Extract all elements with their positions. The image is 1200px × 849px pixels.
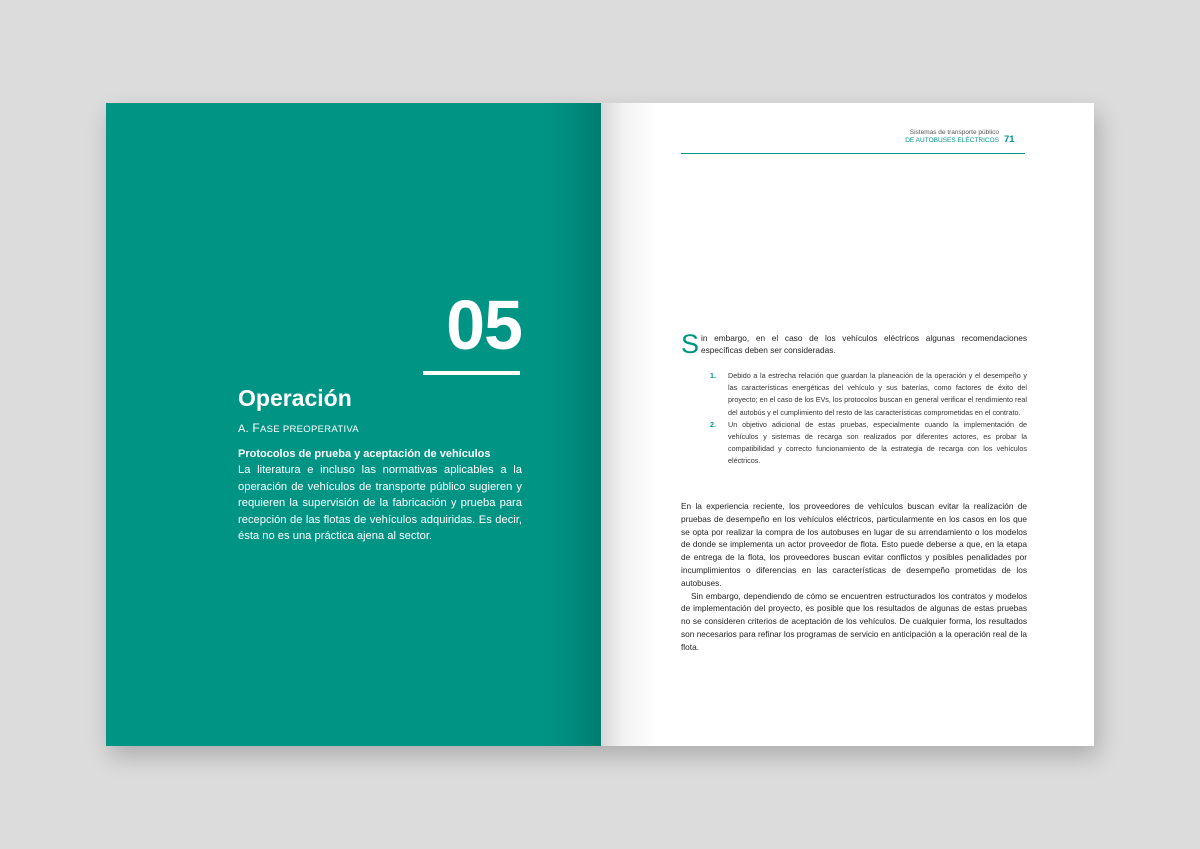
intro-text: in embargo, en el caso de los vehículos eléctricos algunas recomendaciones específicas deben ser consideradas. [701, 333, 1027, 355]
sub-heading: Protocolos de prueba y aceptación de vehículos [238, 448, 491, 460]
list-number: 2. [710, 419, 716, 429]
right-body-text [681, 500, 1027, 654]
chapter-rule [423, 371, 520, 375]
header-rule [681, 153, 1025, 154]
list-number: 1. [710, 371, 716, 380]
book-spread [106, 103, 1094, 746]
body-paragraph: Sin embargo, dependiendo de cómo se encuentren estructurados los contratos y modelos de implementación del proyecto, es posible que los resultados de algunas de estas pruebas no se consideren criterios de aceptación de los vehículos. De cualquier forma, los resultados son necesarios para refinar los programas de servicio en anticipación a la operación real de la flota. [681, 590, 1027, 652]
left-body-text: La literatura e incluso las normativas aplicables a la operación de vehículos de transporte público sugieren y requieren la supervisión de la fabricación y prueba para recepción de las flotas de vehículos adquiridas. Es decir, ésta no es una práctica ajena al sector. [238, 464, 522, 542]
section-title: ASE PREOPERATIVA [260, 424, 359, 435]
running-head-title: Sistemas de transporte público [909, 129, 999, 136]
chapter-title: Operación [238, 385, 352, 411]
right-page [601, 103, 1094, 746]
body-paragraph: En la experiencia reciente, los proveedores de vehículos buscan evitar la realización de pruebas de desempeño en los vehículos eléctricos, particularmente en los casos en los que se opta por realizar la compra de los autobuses en lugar de su arrendamiento o los modelos de donde se implementa un actor proveedor de flota. Esto puede deberse a que, en la etapa de entrega de la flota, los proveedores buscan evitar conflictos y posibles penalidades por incumplimientos o diferencias en las características de desempeño prometidas de los autobuses. [681, 501, 1027, 588]
gutter-shadow [601, 103, 656, 746]
drop-cap: S [681, 329, 700, 359]
list-item [710, 419, 1027, 468]
running-head [801, 129, 999, 145]
section-lead-letter: F [252, 421, 260, 435]
gutter-shadow [541, 103, 601, 746]
running-head-subtitle: DE AUTOBUSES ELÉCTRICOS [905, 137, 999, 144]
list-text: Un objetivo adicional de estas pruebas, especialmente cuando la implementación de vehículos y sistemas de recarga son realizados por diferentes actores, es probar la compatibilidad y correcto funcionamiento de la estrategia de recarga con los vehículos eléctricos. [728, 419, 1027, 466]
list-item [710, 370, 1027, 419]
page-number: 71 [1004, 134, 1015, 145]
numbered-list [710, 370, 1027, 468]
section-label [238, 421, 359, 437]
left-page [106, 103, 601, 746]
intro-paragraph [681, 329, 1027, 359]
list-text: Debido a la estrecha relación que guardan la planeación de la operación y el desempeño y las características energéticas del vehículo y sus baterías, como factores de éxito del proyecto; en el caso de los EVs, los protocolos buscan en general verificar el rendimiento real del autobús y el cumplimiento del resto de las características comprometidas en el contrato. [728, 371, 1027, 417]
section-letter: A. [238, 423, 249, 435]
chapter-number: 05 [446, 286, 522, 364]
